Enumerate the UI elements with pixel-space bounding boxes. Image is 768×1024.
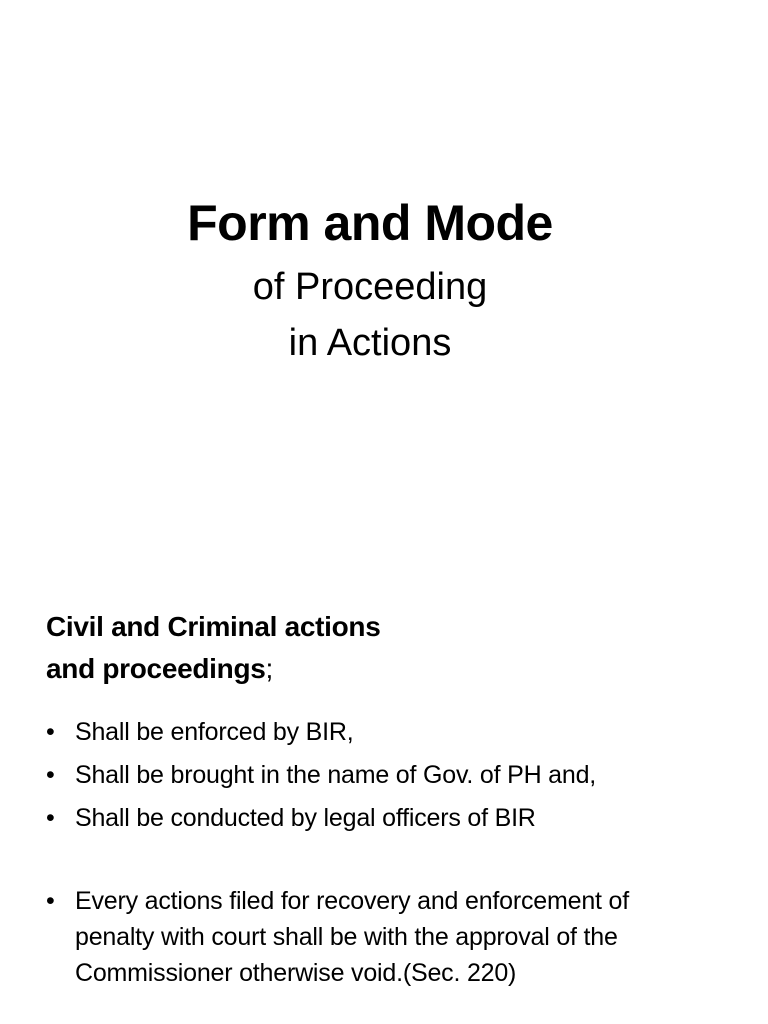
slide-subtitle-line-2: in Actions [288,322,452,364]
note-line-2: penalty with court shall be with the approval of the [75,923,618,951]
list-item-text: Shall be conducted by legal officers of BIR [75,804,536,832]
note-line-1: Every actions filed for recovery and enforcement of [75,887,629,915]
slide-subtitle-line-1: of Proceeding [252,266,488,308]
list-item-text: Shall be enforced by BIR, [75,718,354,746]
bullet-icon: • [46,761,55,789]
list-item [46,797,736,840]
section-heading [46,606,746,690]
heading-line-2-text: and proceedings [46,653,266,684]
note-item [46,883,736,991]
bullet-icon: • [46,718,55,746]
heading-line-1: Civil and Criminal actions [46,611,381,642]
bullet-icon: • [46,887,55,915]
list-item [46,711,736,754]
list-item-text: Shall be brought in the name of Gov. of PH and, [75,761,597,789]
bullet-list [46,711,736,840]
list-item [46,754,736,797]
bullet-icon: • [46,804,55,832]
note-line-3: Commissioner otherwise void.(Sec. 220) [75,959,517,987]
slide-title: Form and Mode [187,195,553,251]
heading-line-2 [46,648,746,690]
heading-suffix: ; [265,653,274,684]
note-bullet-list [46,883,736,991]
